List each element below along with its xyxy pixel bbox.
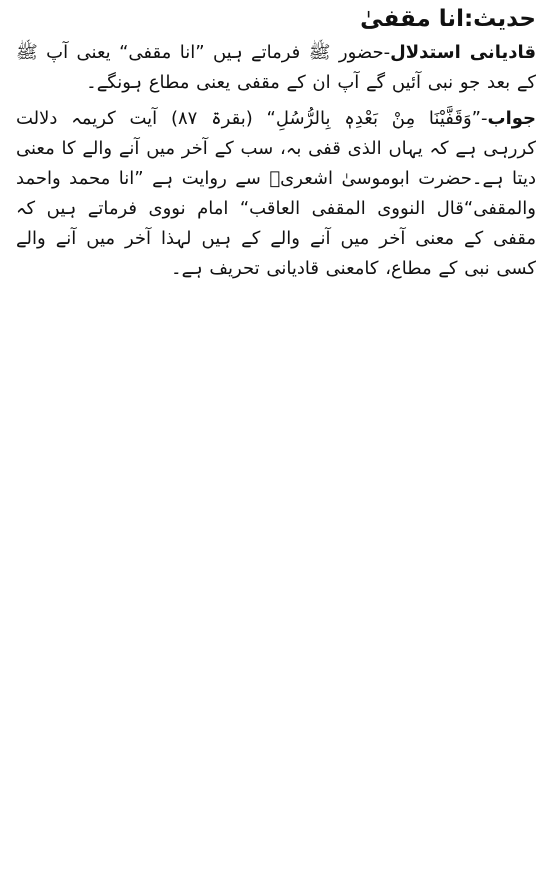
answer-lead: جواب: [487, 108, 536, 129]
answer-paragraph: [16, 104, 536, 284]
argument-text: -حضور ﷺ فرماتے ہیں ”انا مقفی“ یعنی آپ ﷺ کے بعد جو نبی آئیں گے آپ ان کے مقفی یعنی مطاع ہونگے۔: [16, 42, 536, 93]
qadiani-argument-paragraph: [16, 38, 536, 98]
section-heading: حدیث:انا مقفیٰ: [360, 6, 536, 32]
document-page: [16, 4, 536, 290]
answer-text: -”وَقَفَّيْنَا مِنْ بَعْدِهٖ بِالرُّسُلِ“ (بقرۃ ۸۷) آیت کریمہ دلالت کررہی ہے کہ یہاں الذی قفی بہ، سب کے آخر میں آنے والے کا معنی دیتا ہے۔حضرت ابوموسیٰ اشعریؓ سے روایت ہے ”انا محمد واحمد والمقفی“قال النووی المقفی العاقب“ امام نووی فرماتے ہیں کہ مقفی کے معنی آخر میں آنے والے کے ہیں لہذا آخر میں آنے والے کسی نبی کے مطاع، کامعنی قادیانی تحریف ہے۔: [16, 108, 536, 279]
argument-lead: قادیانی استدلال: [390, 42, 536, 63]
